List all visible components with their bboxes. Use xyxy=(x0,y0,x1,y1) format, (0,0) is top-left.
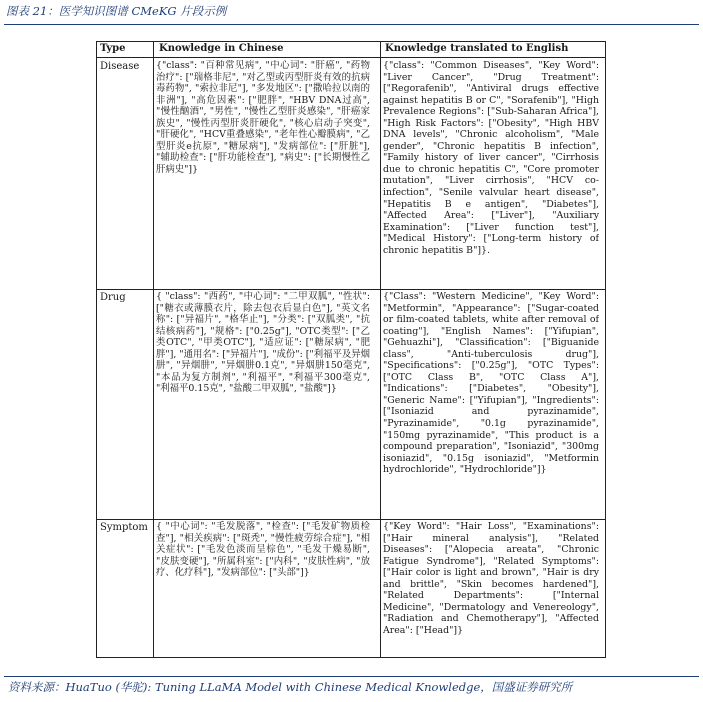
header-type: Type xyxy=(100,43,126,54)
column-divider-2 xyxy=(380,42,381,657)
header-chinese: Knowledge in Chinese xyxy=(159,43,284,54)
figure-title: 图表 21：医学知识图谱 CMeKG 片段示例 xyxy=(6,4,227,18)
row-type-symptom: Symptom xyxy=(100,522,148,533)
row-type-drug: Drug xyxy=(100,292,126,303)
row-type-disease: Disease xyxy=(100,61,140,72)
drug-chinese-cell: { "class": "西药", "中心词": "二甲双胍", "性状": ["糖衣或薄膜衣片，除去包衣后显白色"], "英文名称": ["异福片", "格华止"], "分类": ["双胍类", "抗结核病药"], "规格": ["0.25g"], "OTC类型": ["乙类OTC", "甲类OTC"], "适应证": ["糖尿病", "肥胖"], "通用名": ["异福片"], "成份": ["利福平及异烟肼", "异烟肼", "异烟肼0.1克", "异烟肼150毫克", "本品为复方制剂", "利福平", "利福平300毫克", "利福平0.15克", "盐酸二甲双胍", "盐酸"]} xyxy=(156,291,370,395)
disease-english-cell: {"class": "Common Diseases", "Key Word": "Liver Cancer", "Drug Treatment": ["Regorafenib", "Antiviral drugs effective against hepatitis B or C", "Sorafenib"], "High Prevalence Regions": ["Sub-Saharan Africa"], "High Risk Factors": ["Obesity", "High HBV DNA levels", "Chronic alcoholism", "Male gender", "Chronic hepatitis B infection", "Family history of liver cancer", "Cirrhosis due to chronic hepatitis C", "Core promoter mutation", "Liver cirrhosis", "HCV co-infection", "Senile valvular heart disease", "Hepatitis B e antigen", "Diabetes"], "Affected Area": ["Liver"], "Auxiliary Examination": ["Liver function test"], "Medical History": ["Long-term history of chronic hepatitis B"]}. xyxy=(383,60,599,256)
symptom-english-cell: {"Key Word": "Hair Loss", "Examinations": ["Hair mineral analysis"], "Related Diseases": ["Alopecia areata", "Chronic Fatigue Syndrome"], "Related Symptoms": ["Hair color is light and brown", "Hair is dry and brittle", "Skin becomes hardened"], "Related Departments": ["Internal Medicine", "Dermatology and Venereology", "Radiation and Chemotherapy"], "Affected Area": ["Head"]} xyxy=(383,521,599,636)
top-divider xyxy=(4,24,699,25)
symptom-chinese-cell: { "中心词": "毛发脱落", "检查": ["毛发矿物质检查"], "相关疾病": ["斑秃", "慢性疲劳综合症"], "相关症状": ["毛发色淡而呈棕色", "毛发干燥易断", "皮肤变硬"], "所属科室": ["内科", "皮肤性病", "放疗、化疗科"], "发病部位": ["头部"]} xyxy=(156,521,370,579)
table-header-row xyxy=(97,42,605,58)
column-divider-1 xyxy=(153,42,154,657)
bottom-divider xyxy=(4,676,699,677)
header-english: Knowledge translated to English xyxy=(385,43,569,54)
row-divider-2 xyxy=(97,519,605,520)
source-note: 资料来源：HuaTuo (华驼): Tuning LLaMA Model with Chinese Medical Knowledge，国盛证券研究所 xyxy=(8,680,573,694)
disease-chinese-cell: {"class": "百种常见病", "中心词": "肝癌", "药物治疗": ["瑞格非尼", "对乙型或丙型肝炎有效的抗病毒药物", "索拉非尼"], "多发地区": ["撒哈拉以南的非洲"], "高危因素": ["肥胖", "HBV DNA过高", "慢性酗酒", "男性", "慢性乙型肝炎感染", "肝癌家族史", "慢性丙型肝炎肝硬化", "核心启动子突变", "肝硬化", "HCV重叠感染", "老年性心瓣膜病", "乙型肝炎e抗原", "糖尿病"], "发病部位": ["肝脏"], "辅助检查": ["肝功能检查"], "病史": ["长期慢性乙肝病史"]} xyxy=(156,60,370,175)
row-divider-1 xyxy=(97,289,605,290)
knowledge-table xyxy=(96,41,606,658)
drug-english-cell: {"Class": "Western Medicine", "Key Word": "Metformin", "Appearance": ["Sugar-coated or film-coated tablets, white after removal of coating"], "English Names": ["Yifupian", "Gehuazhi"], "Classification": ["Biguanide class", "Anti-tuberculosis drug"], "Specifications": ["0.25g"], "OTC Types": ["OTC Class B", "OTC Class A"], "Indications": ["Diabetes", "Obesity"], "Generic Name": ["Yifupian"], "Ingredients": ["Isoniazid and pyrazinamide", "Pyrazinamide", "0.1g pyrazinamide", "150mg pyrazinamide", "This product is a compound preparation", "Isoniazid", "300mg isoniazid", "0.15g isoniazid", "Metformin hydrochloride", "Hydrochloride"]} xyxy=(383,291,599,476)
